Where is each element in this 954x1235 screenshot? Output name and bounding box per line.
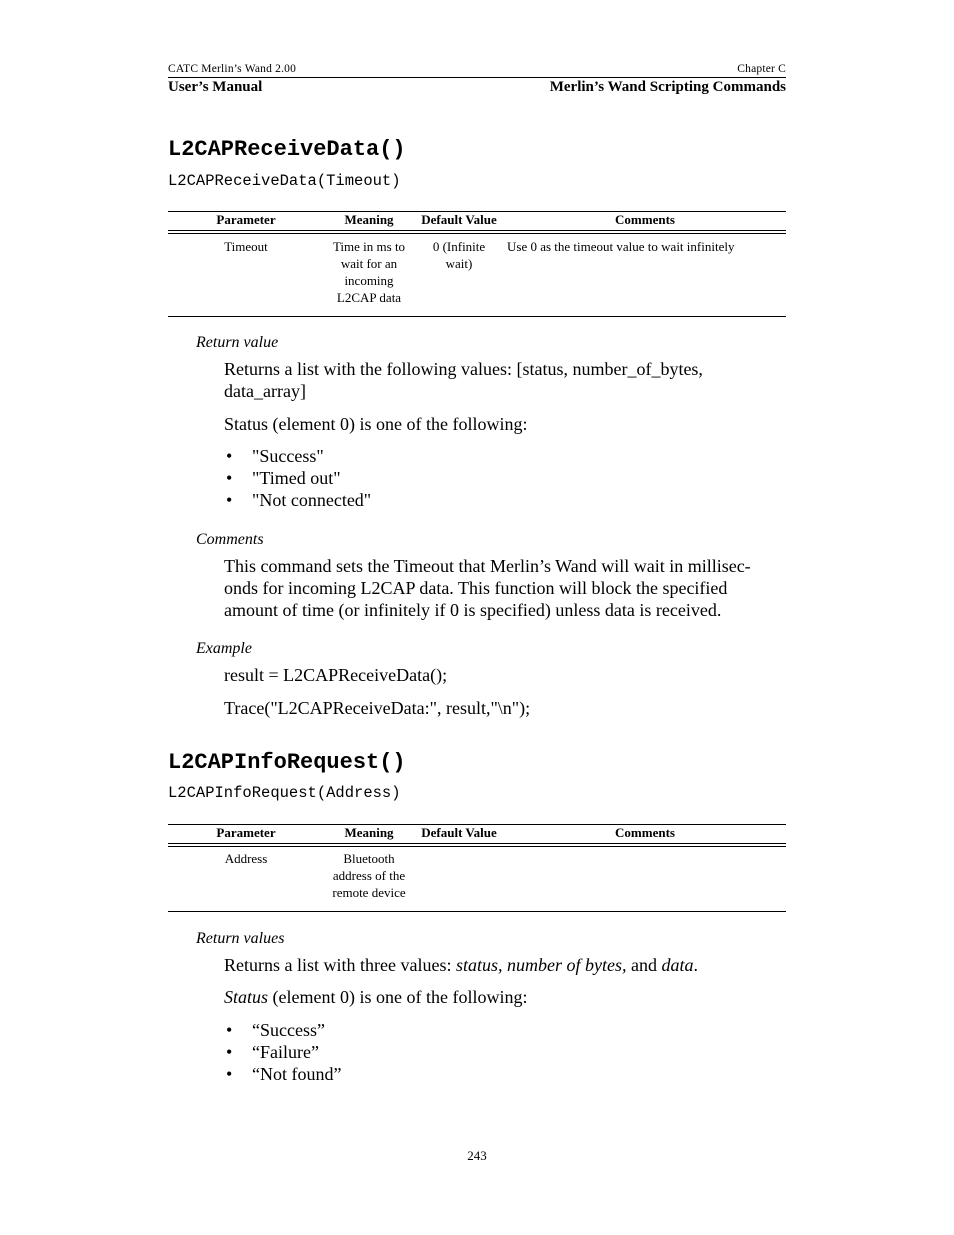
status-intro [224, 986, 784, 1008]
cell-meaning-line: remote device [332, 885, 406, 900]
table-header-default: Default Value [421, 825, 497, 840]
header-chapter: Chapter C [737, 63, 786, 75]
example-line: Trace("L2CAPReceiveData:", result,"\n"); [224, 698, 531, 718]
return-values-label: Return values [196, 930, 285, 947]
status-intro: Status (element 0) is one of the following: [224, 414, 528, 434]
header-section: Merlin’s Wand Scripting Commands [549, 79, 786, 95]
list-item: • "Timed out" [224, 467, 371, 489]
table-header-meaning: Meaning [344, 212, 394, 227]
status-intro-rest: (element 0) is one of the following: [268, 987, 528, 1007]
table-header-rule [168, 843, 786, 844]
comments-label: Comments [196, 531, 264, 548]
comments-line: This command sets the Timeout that Merlin’s Wand will wait in millisec- [224, 556, 751, 576]
cell-meaning-line: L2CAP data [336, 290, 402, 305]
return-text-plain: and [626, 955, 662, 975]
function-signature: L2CAPInfoRequest(Address) [168, 784, 401, 802]
status-list [224, 445, 371, 511]
cell-comments: Use 0 as the timeout value to wait infinitely [507, 239, 735, 254]
table-bottom-rule [168, 316, 786, 317]
return-line: Returns a list with the following values: [status, number_of_bytes, [224, 359, 703, 379]
page-number: 243 [467, 1148, 487, 1163]
table-header-rule-2 [168, 846, 786, 847]
return-text-plain: . [693, 955, 698, 975]
comments-text [224, 555, 784, 621]
return-line: data_array] [224, 381, 306, 401]
cell-meaning [324, 238, 414, 306]
return-text-italic: status, number of bytes, [455, 955, 627, 975]
header-rule [168, 77, 786, 78]
cell-meaning-line: address of the [332, 868, 406, 883]
list-item: • "Not connected" [224, 489, 371, 511]
list-item: • “Success” [224, 1019, 341, 1041]
return-text-plain: Returns a list with three values: [224, 955, 456, 975]
cell-meaning-line: Time in ms to [332, 239, 406, 254]
cell-parameter: Timeout [224, 239, 268, 254]
section-title: L2CAPInfoRequest() [168, 750, 406, 775]
return-text-italic: data [661, 955, 694, 975]
table-header-default: Default Value [421, 212, 497, 227]
return-value-text [224, 358, 784, 402]
comments-line: amount of time (or infinitely if 0 is specified) unless data is received. [224, 600, 722, 620]
table-bottom-rule [168, 911, 786, 912]
cell-meaning-line: incoming [344, 273, 394, 288]
table-header-comments: Comments [615, 212, 675, 227]
table-header-parameter: Parameter [216, 825, 276, 840]
return-values-text [224, 954, 784, 976]
list-item: • “Failure” [224, 1041, 341, 1063]
function-signature: L2CAPReceiveData(Timeout) [168, 172, 401, 190]
table-header-meaning: Meaning [344, 825, 394, 840]
header-manual: User’s Manual [168, 79, 263, 95]
cell-default [414, 238, 504, 272]
table-header-rule-2 [168, 233, 786, 234]
table-header-comments: Comments [615, 825, 675, 840]
cell-meaning-line: wait for an [340, 256, 398, 271]
cell-meaning-line: Bluetooth [343, 851, 395, 866]
comments-line: onds for incoming L2CAP data. This function will block the specified [224, 578, 728, 598]
cell-default-line: wait) [445, 256, 473, 271]
cell-meaning [324, 850, 414, 901]
list-item: • "Success" [224, 445, 371, 467]
table-header-parameter: Parameter [216, 212, 276, 227]
example-line: result = L2CAPReceiveData(); [224, 665, 448, 685]
status-word: Status [224, 987, 269, 1007]
cell-default-line: 0 (Infinite [432, 239, 486, 254]
example-label: Example [196, 640, 252, 657]
status-list [224, 1019, 341, 1085]
return-value-label: Return value [196, 334, 279, 351]
table-header-rule [168, 230, 786, 231]
section-title: L2CAPReceiveData() [168, 137, 406, 162]
list-item: • “Not found” [224, 1063, 341, 1085]
cell-parameter: Address [224, 851, 268, 866]
header-product: CATC Merlin’s Wand 2.00 [168, 63, 297, 75]
